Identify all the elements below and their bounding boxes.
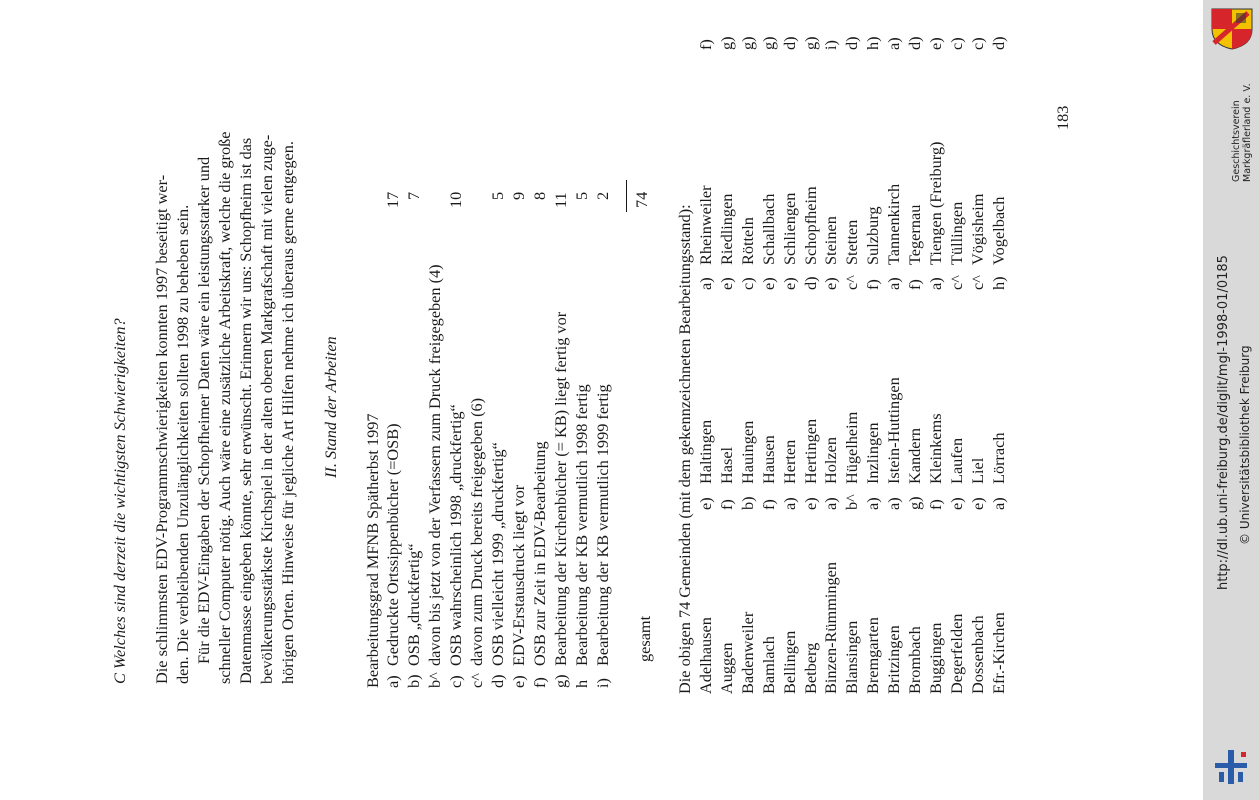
- status-key: c^: [467, 673, 486, 688]
- status-value: 8: [530, 191, 549, 200]
- community-status-code: d): [842, 36, 862, 50]
- community-name: Schallbach: [758, 193, 778, 265]
- community-status-code: g): [800, 36, 820, 50]
- community-name: Badenweiler: [737, 611, 757, 694]
- status-value: 5: [572, 191, 591, 200]
- community-status-code: g): [737, 36, 757, 50]
- community-name: Hasel: [716, 446, 736, 484]
- community-status-code: e): [967, 497, 987, 510]
- community-status-code: e): [696, 497, 715, 510]
- community-status-code: f): [905, 279, 924, 290]
- status-text: davon zum Druck bereits freigegeben (6): [467, 397, 486, 666]
- community-name: Holzen: [821, 436, 841, 484]
- paragraph-line: hörigen Orten. Hinweise für jegliche Art Hilfen nehme ich überaus gerne entgegen.: [278, 141, 297, 684]
- community-name: Istein-Huttingen: [884, 377, 904, 484]
- communities-title: Die obigen 74 Gemeinden (mit dem gekennzeichneten Bearbeitungsstand):: [675, 204, 694, 694]
- status-key: d): [488, 674, 507, 688]
- status-key: a): [383, 675, 402, 688]
- community-status-code: c^: [946, 275, 966, 290]
- status-key: g): [551, 674, 570, 688]
- status-key: f): [530, 677, 549, 688]
- community-name: Degerfelden: [946, 613, 966, 694]
- library-sidebar: [1203, 0, 1259, 800]
- paragraph-line: Die schlimmsten EDV-Programmschwierigkeiten konnten 1997 beseitigt wer-: [152, 174, 171, 684]
- community-status-code: g): [905, 496, 924, 510]
- status-key: c): [446, 675, 465, 688]
- community-name: Herten: [779, 439, 799, 484]
- community-status-code: a): [925, 277, 945, 290]
- community-status-code: c): [737, 277, 757, 290]
- community-name: Hügelheim: [842, 411, 862, 484]
- status-text: OSB wahrscheinlich 1998 „druckfertig“: [446, 404, 465, 666]
- community-name: Liel: [967, 457, 987, 484]
- community-status-code: g): [716, 36, 736, 50]
- community-status-code: d): [779, 36, 799, 50]
- community-status-code: a): [821, 497, 841, 510]
- community-name: Tüllingen: [946, 201, 966, 265]
- community-name: Kandern: [905, 427, 924, 484]
- community-name: Laufen: [946, 437, 966, 484]
- community-name: Buggingen: [925, 622, 945, 694]
- total-rule: [626, 180, 627, 212]
- community-name: Bremgarten: [863, 617, 883, 694]
- community-status-code: a): [863, 497, 883, 510]
- community-name: Binzen-Rümmingen: [821, 561, 841, 694]
- community-name: Efr.-Kirchen: [988, 612, 1008, 694]
- community-status-code: e): [779, 277, 799, 290]
- status-key: e): [509, 675, 528, 688]
- community-name: Adelhausen: [696, 617, 715, 694]
- community-name: Britzingen: [884, 625, 904, 694]
- community-name: Schopfheim: [800, 186, 820, 265]
- community-status-code: b): [737, 496, 757, 510]
- university-library-logo-icon: [1211, 748, 1251, 786]
- paragraph-line: den. Die verbleibenden Unzulänglichkeiten sollten 1998 zu beheben sein.: [173, 204, 192, 684]
- org-name-line1: Geschichtsverein: [1231, 100, 1242, 182]
- community-name: Stetten: [842, 219, 862, 265]
- status-value: 10: [446, 191, 465, 208]
- community-name: Rheinweiler: [696, 185, 715, 265]
- total-value: 74: [632, 191, 651, 208]
- community-name: Tiengen (Freiburg): [925, 141, 945, 265]
- coat-of-arms-icon: [1210, 7, 1254, 51]
- org-name-line2: Markgräflerland e. V.: [1242, 83, 1253, 182]
- community-status-code: c): [967, 37, 987, 50]
- community-status-code: c): [946, 37, 966, 50]
- status-value: 17: [383, 191, 402, 208]
- status-text: Gedruckte Ortssippenbücher (=OSB): [383, 423, 402, 666]
- community-name: Inzlingen: [863, 422, 883, 484]
- document-url-link[interactable]: http://dl.ub.uni-freiburg.de/diglit/mgl-1998-01/0185: [1216, 255, 1231, 590]
- status-key: b): [404, 674, 423, 688]
- community-name: Betberg: [800, 642, 820, 694]
- community-status-code: e): [925, 37, 945, 50]
- copyright-text: © Universitätsbibliothek Freiburg: [1238, 345, 1252, 545]
- community-status-code: a): [884, 277, 904, 290]
- community-status-code: e): [946, 497, 966, 510]
- community-status-code: e): [758, 277, 778, 290]
- community-name: Bellingen: [779, 630, 799, 694]
- community-status-code: i): [821, 40, 841, 50]
- community-name: Dossenbach: [967, 615, 987, 694]
- paragraph-line: schneller Computer nötig. Auch wäre eine zusätzliche Arbeitskraft, welche die große: [215, 131, 234, 684]
- status-key: i): [593, 678, 612, 688]
- community-status-code: h): [863, 36, 883, 50]
- community-name: Riedlingen: [716, 193, 736, 265]
- status-text: OSB „druckfertig“: [404, 543, 423, 666]
- community-name: Sulzburg: [863, 206, 883, 265]
- community-status-code: a): [884, 37, 904, 50]
- status-key: b^: [425, 672, 444, 688]
- status-value: 2: [593, 191, 612, 200]
- community-status-code: e): [716, 277, 736, 290]
- status-text: Bearbeitung der Kirchenbücher (= KB) liegt fertig vor: [551, 311, 570, 666]
- status-text: OSB zur Zeit in EDV-Bearbeitung: [530, 441, 549, 666]
- status-value: 9: [509, 191, 528, 200]
- status-text: Bearbeitung der KB vermutlich 1998 fertig: [572, 384, 591, 666]
- page-number: 183: [1053, 105, 1072, 130]
- section-heading-c: C Welches sind derzeit die wichtigsten Schwierigkeiten?: [110, 318, 129, 684]
- community-name: Blansingen: [842, 620, 862, 694]
- status-value: 7: [404, 191, 423, 200]
- community-status-code: f): [863, 279, 883, 290]
- community-status-code: g): [758, 36, 778, 50]
- status-text: davon bis jetzt von der Verfassern zum Druck freigegeben (4): [425, 264, 444, 666]
- status-title: Bearbeitungsgrad MFNB Spätherbst 1997: [363, 413, 382, 688]
- status-key: h: [572, 679, 591, 688]
- paragraph-line: Für die EDV-Eingaben der Schopfheimer Daten wäre ein leistungsstarker und: [194, 156, 213, 664]
- community-status-code: d): [800, 276, 820, 290]
- community-status-code: c^: [967, 275, 987, 290]
- community-name: Vogelbach: [988, 196, 1008, 265]
- community-status-code: f): [696, 39, 715, 50]
- total-label: gesamt: [635, 615, 654, 662]
- community-name: Hauingen: [737, 420, 757, 484]
- community-name: Steinen: [821, 216, 841, 265]
- community-status-code: h): [988, 276, 1008, 290]
- community-status-code: a): [779, 497, 799, 510]
- status-value: 11: [551, 192, 570, 208]
- community-name: Kleinkems: [925, 413, 945, 484]
- community-name: Hausen: [758, 435, 778, 484]
- community-status-code: a): [696, 277, 715, 290]
- community-name: Vögisheim: [967, 193, 987, 265]
- paragraph-line: Datenmasse eingeben könnte, sehr erwünscht. Erinnern wir uns: Schopfheim ist das: [236, 137, 255, 684]
- community-status-code: b^: [842, 494, 862, 510]
- community-name: Tannenkirch: [884, 183, 904, 265]
- community-status-code: d): [905, 36, 924, 50]
- community-name: Brombach: [905, 626, 924, 694]
- section-heading-ii: II. Stand der Arbeiten: [321, 336, 340, 478]
- community-status-code: f): [716, 499, 736, 510]
- status-value: 5: [488, 191, 507, 200]
- community-status-code: c^: [842, 275, 862, 290]
- status-text: Bearbeitung der KB vermutlich 1999 fertig: [593, 384, 612, 666]
- community-name: Schliengen: [779, 192, 799, 265]
- community-status-code: e): [800, 497, 820, 510]
- community-status-code: a): [884, 497, 904, 510]
- status-text: OSB vielleicht 1999 „druckfertig“: [488, 442, 507, 666]
- status-text: EDV-Erstausdruck liegt vor: [509, 484, 528, 666]
- community-status-code: f): [758, 499, 778, 510]
- community-name: Lörrach: [988, 432, 1008, 484]
- community-name: Hertingen: [800, 418, 820, 484]
- community-name: Rötteln: [737, 217, 757, 265]
- community-name: Bamlach: [758, 636, 778, 694]
- community-name: Auggen: [716, 642, 736, 694]
- community-name: Tegernau: [905, 204, 924, 265]
- paragraph-line: bevölkerungsstärkste Kirchspiel in der alten oberen Markgrafschaft mit vielen zuge-: [257, 134, 276, 684]
- community-status-code: f): [925, 499, 945, 510]
- community-status-code: d): [988, 36, 1008, 50]
- community-status-code: e): [821, 277, 841, 290]
- community-name: Haltingen: [696, 419, 715, 484]
- community-status-code: a): [988, 497, 1008, 510]
